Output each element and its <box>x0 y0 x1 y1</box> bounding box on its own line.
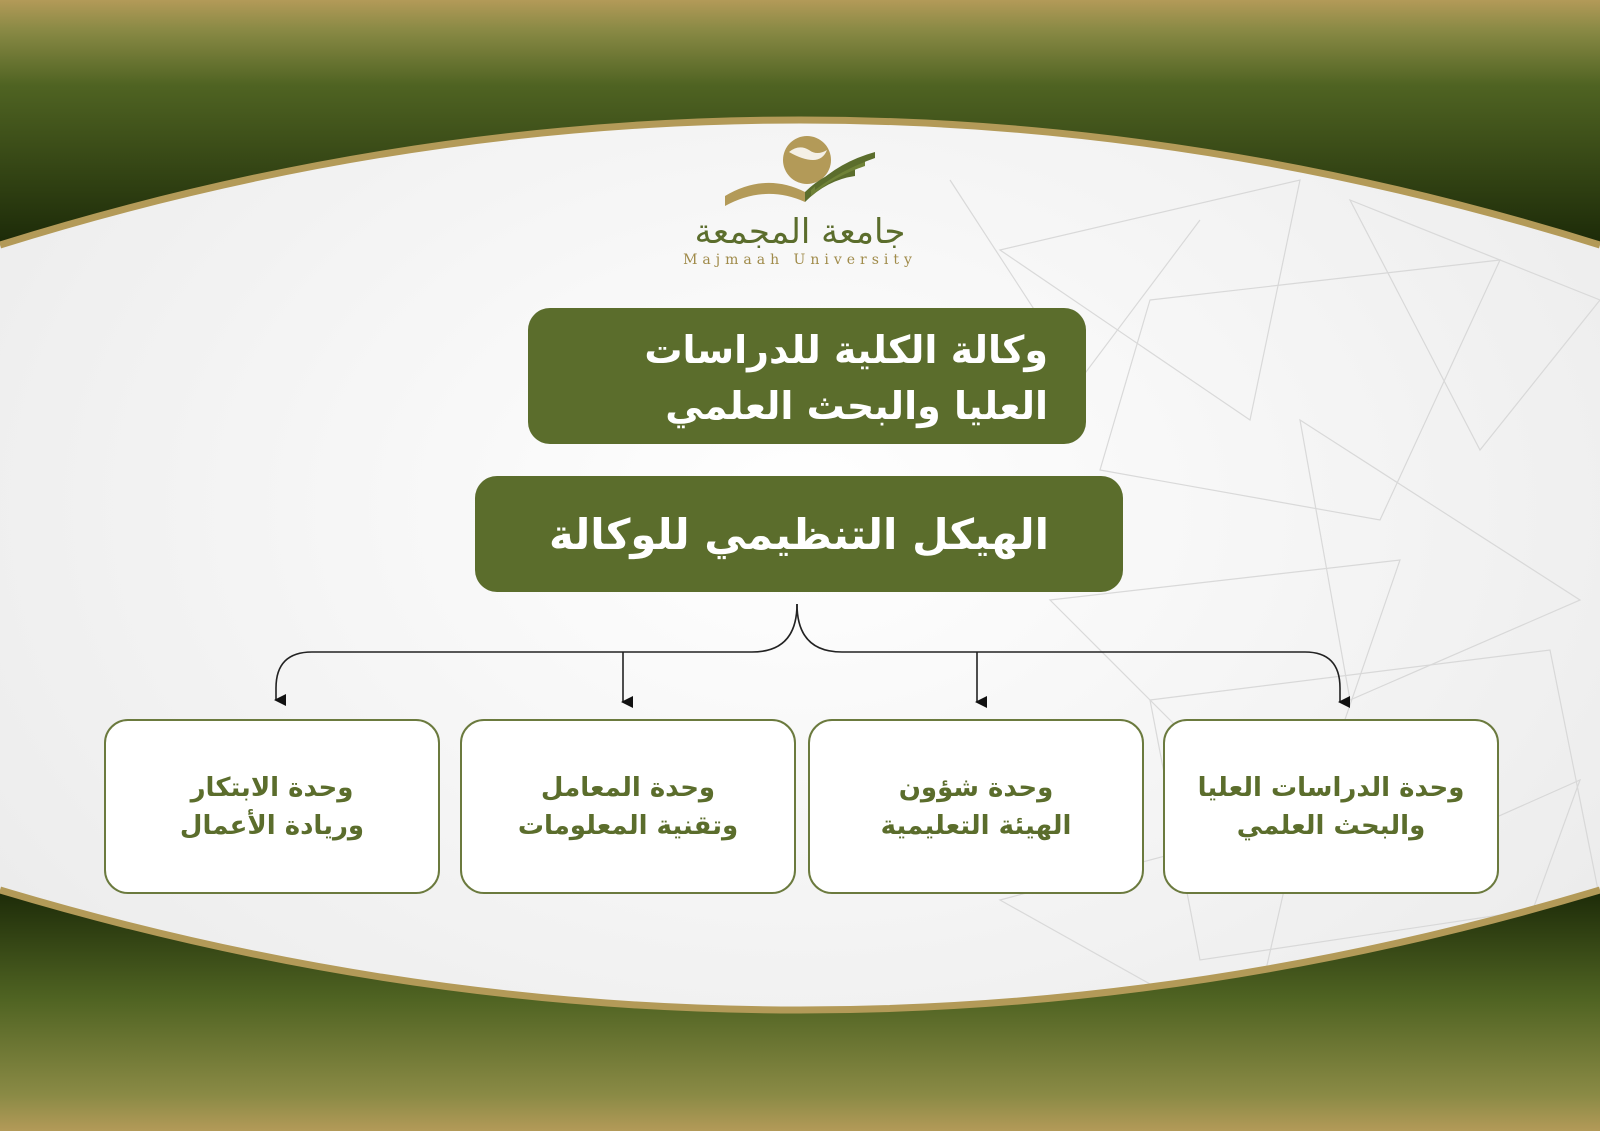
unit-label-line1: وحدة شؤون <box>898 772 1054 803</box>
unit-label-line2: وتقنية المعلومات <box>517 810 739 841</box>
connector-trunk-right <box>797 604 1340 702</box>
unit-box-innovation <box>104 719 440 894</box>
connector-trunk-left <box>276 604 797 700</box>
unit-box-labs-it <box>460 719 796 894</box>
agency-title-line1: وكالة الكلية للدراسات <box>644 328 1048 372</box>
logo-english-name: Majmaah University <box>683 252 917 268</box>
unit-label-line2: وريادة الأعمال <box>179 810 365 841</box>
unit-label-line1: وحدة الدراسات العليا <box>1197 772 1465 803</box>
unit-label-line1: وحدة الابتكار <box>190 772 354 803</box>
unit-label-line2: الهيئة التعليمية <box>880 810 1072 841</box>
unit-box-faculty-affairs <box>808 719 1144 894</box>
unit-label-line1: وحدة المعامل <box>540 772 716 803</box>
unit-box-graduate-studies <box>1163 719 1499 894</box>
logo-arabic-name: جامعة المجمعة <box>694 212 906 252</box>
org-structure-heading-text: الهيكل التنظيمي للوكالة <box>548 509 1050 559</box>
unit-label-line2: والبحث العلمي <box>1236 810 1426 841</box>
agency-title-line2: العليا والبحث العلمي <box>665 384 1048 428</box>
